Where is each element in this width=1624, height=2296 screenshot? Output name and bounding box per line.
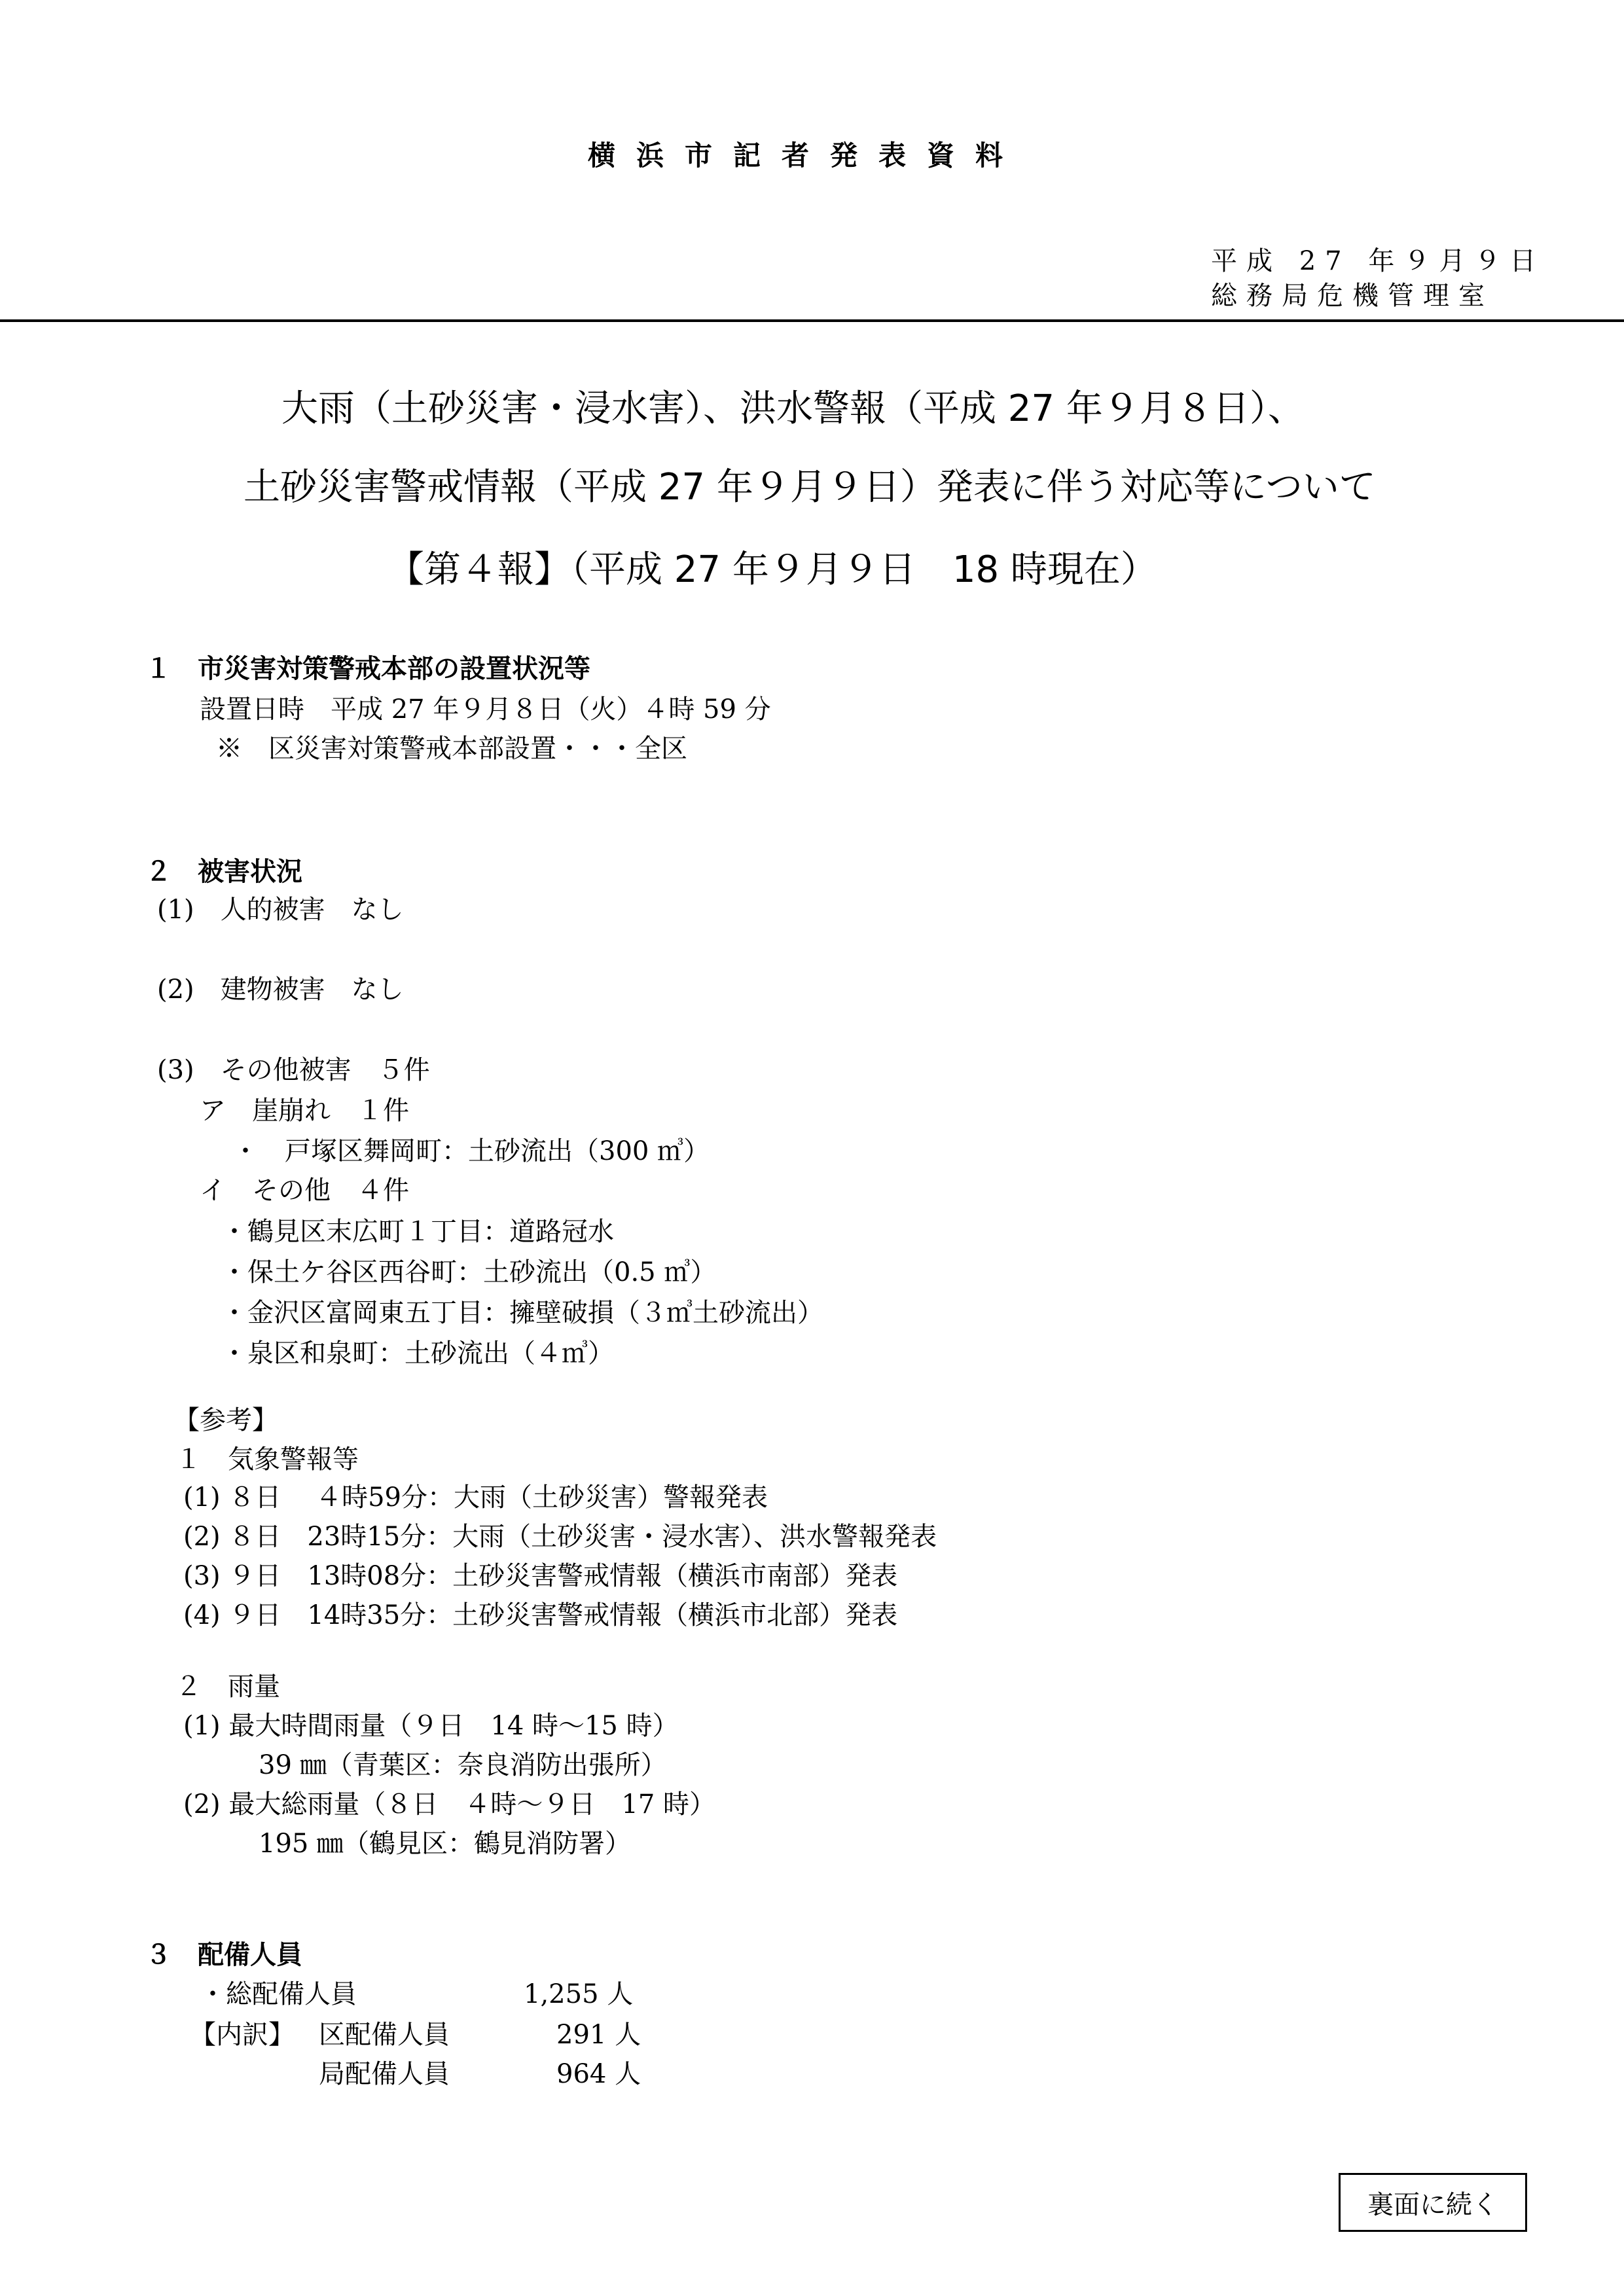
weather-warning-2: (2) ８日 23時15分：大雨（土砂災害・浸水害）、洪水警報発表 [183,1522,937,1552]
damage-building: (2) 建物被害 なし [157,975,404,1005]
misc-damage-heading: イ その他 ４件 [200,1175,409,1206]
max-hourly-rainfall: (1) 最大時間雨量（９日 14 時～15 時） [183,1711,679,1741]
reference-heading: 【参考】 [173,1405,278,1435]
damage-human: (1) 人的被害 なし [157,895,404,925]
department-name: 総務局危機管理室 [1211,281,1494,311]
main-title-line-1: 大雨（土砂災害・浸水害）、洪水警報（平成 27 年９月８日）、 [281,387,1305,430]
ward-staff-label: 区配備人員 [319,2020,450,2050]
header-rule [0,319,1624,322]
ward-staff-value: 291 人 [556,2020,641,2050]
misc-damage-item-1: ・鶴見区末広町１丁目：道路冠水 [221,1217,614,1247]
max-hourly-rainfall-value: 39 ㎜（青葉区：奈良消防出張所） [259,1750,667,1780]
max-total-rainfall-value: 195 ㎜（鶴見区：鶴見消防署） [259,1829,632,1859]
release-date: 平成 27 年９月９日 [1211,246,1545,276]
continued-on-back-box [1339,2173,1527,2232]
weather-warnings-heading: １ 気象警報等 [175,1444,359,1475]
section-2-heading: ２ 被害状況 [145,857,302,887]
section-1-note: ※ 区災害対策警戒本部設置・・・全区 [216,734,687,764]
document-header-title: 横浜市記者発表資料 [588,139,1024,171]
main-title-line-2: 土砂災害警戒情報（平成 27 年９月９日）発表に伴う対応等について [244,466,1376,509]
bureau-staff-label: 局配備人員 [319,2059,450,2089]
main-title-line-3: 【第４報】（平成 27 年９月９日 18 時現在） [388,548,1157,591]
max-total-rainfall: (2) 最大総雨量（８日 ４時～９日 17 時） [183,1789,715,1820]
misc-damage-item-2: ・保土ケ谷区西谷町：土砂流出（0.5 ㎥） [221,1257,717,1287]
bureau-staff-value: 964 人 [556,2059,641,2089]
breakdown-tag: 【内訳】 [190,2020,295,2050]
weather-warning-4: (4) ９日 14時35分：土砂災害警戒情報（横浜市北部）発表 [183,1600,898,1630]
misc-damage-item-3: ・金沢区富岡東五丁目：擁壁破損（３㎥土砂流出） [221,1298,823,1328]
total-staff-value: 1,255 人 [524,1979,634,2009]
total-staff-label: ・総配備人員 [200,1979,357,2009]
weather-warning-3: (3) ９日 13時08分：土砂災害警戒情報（横浜市南部）発表 [183,1561,898,1591]
damage-other: (3) その他被害 ５件 [157,1055,430,1085]
weather-warning-1: (1) ８日 ４時59分：大雨（土砂災害）警報発表 [183,1482,768,1513]
section-1-heading: １ 市災害対策警戒本部の設置状況等 [145,654,590,684]
section-1-setup-time: 設置日時 平成 27 年９月８日（火）４時 59 分 [200,694,771,725]
cliff-collapse-item: ・ 戸塚区舞岡町：土砂流出（300 ㎥） [232,1136,710,1166]
cliff-collapse-heading: ア 崖崩れ １件 [200,1096,409,1126]
misc-damage-item-4: ・泉区和泉町：土砂流出（４㎥） [221,1338,614,1369]
section-3-heading: ３ 配備人員 [145,1940,302,1970]
rainfall-heading: ２ 雨量 [175,1672,280,1702]
continued-on-back-label: 裏面に続く [1367,2189,1498,2220]
